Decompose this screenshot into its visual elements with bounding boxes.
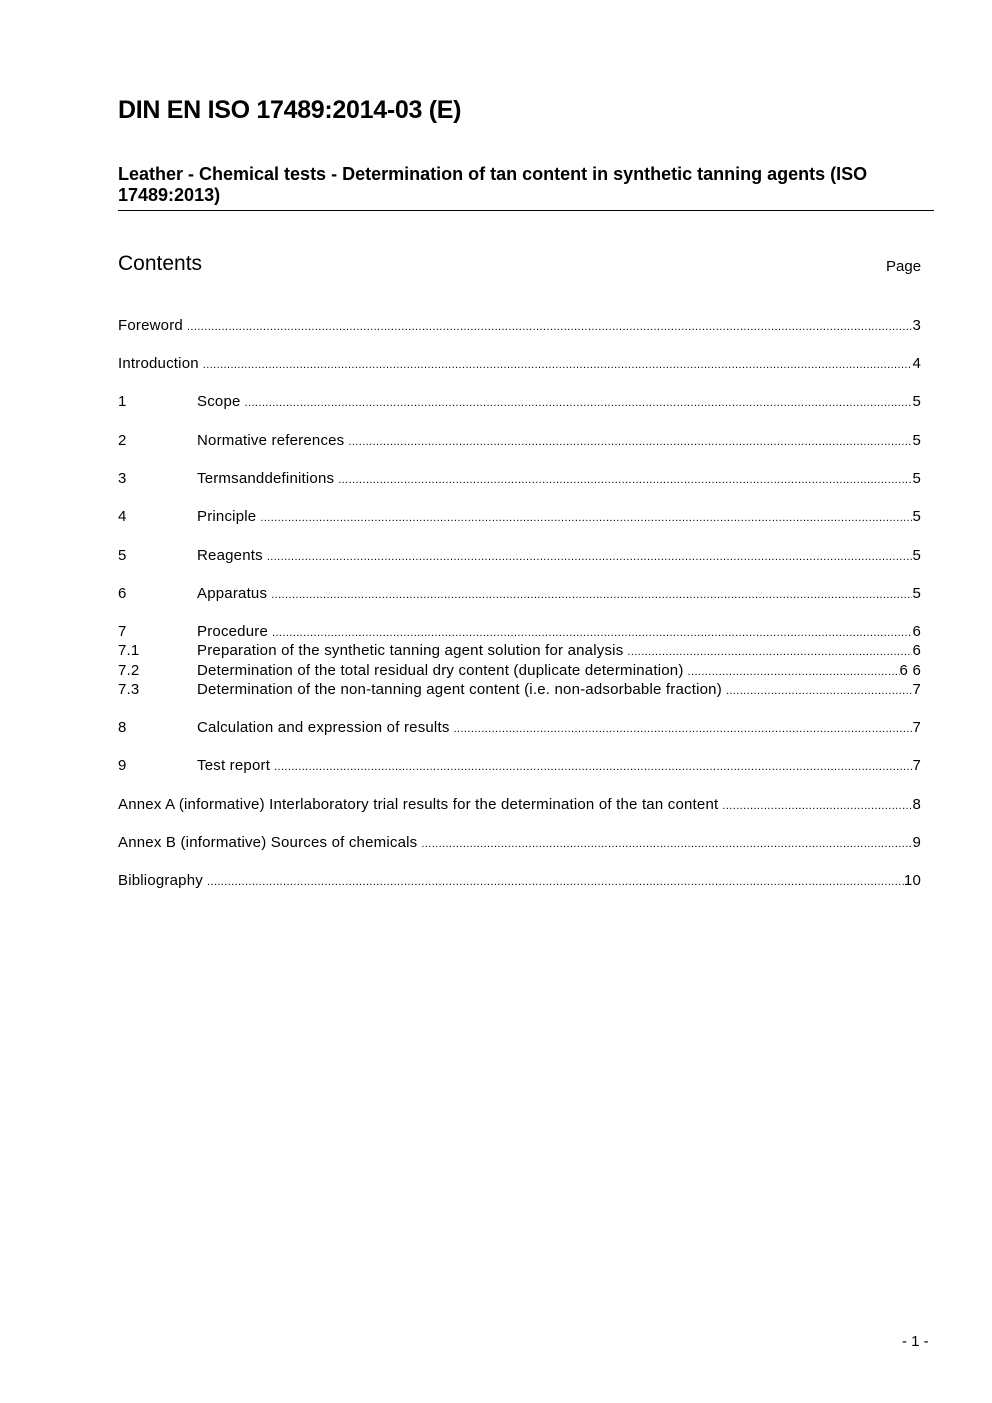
title-divider: [118, 210, 934, 211]
toc-entry-title: Calculation and expression of results: [197, 719, 450, 736]
toc-entry-number: 9: [118, 757, 127, 774]
toc-dot-leader: [454, 720, 913, 737]
toc-entry-procedure[interactable]: [118, 622, 921, 641]
toc-dot-leader: [207, 873, 904, 890]
toc-entry-page: 7: [912, 719, 921, 736]
toc-dot-leader: [421, 835, 912, 852]
toc-entry-number: 6: [118, 585, 127, 602]
toc-entry-page: 5: [912, 508, 921, 525]
toc-entry-terms-and-definitions[interactable]: [118, 469, 921, 488]
toc-entry-title: Annex A (informative) Interlaboratory trial results for the determination of the tan content: [118, 796, 719, 813]
toc-entry-title: Principle: [197, 508, 257, 525]
toc-dot-leader: [348, 433, 912, 450]
toc-entry-preparation[interactable]: [118, 641, 921, 660]
toc-dot-leader: [726, 682, 913, 699]
toc-entry-reagents[interactable]: [118, 546, 921, 565]
toc-dot-leader: [274, 758, 912, 775]
toc-entry-page: 9: [912, 834, 921, 851]
toc-entry-page: 8: [912, 796, 921, 813]
toc-entry-title: Introduction: [118, 355, 199, 372]
toc-entry-normative-references[interactable]: [118, 431, 921, 450]
toc-entry-apparatus[interactable]: [118, 584, 921, 603]
toc-entry-test-report[interactable]: [118, 756, 921, 775]
toc-entry-page: 3: [912, 317, 921, 334]
contents-heading: Contents: [118, 252, 203, 275]
toc-entry-non-tanning-agent-content[interactable]: [118, 680, 921, 699]
toc-dot-leader: [245, 394, 913, 411]
toc-entry-page: 5: [912, 585, 921, 602]
toc-dot-leader: [722, 797, 912, 814]
toc-dot-leader: [627, 643, 912, 660]
toc-entry-number: 3: [118, 470, 127, 487]
toc-entry-annex-b[interactable]: [118, 833, 921, 852]
toc-dot-leader: [271, 586, 912, 603]
toc-entry-title: Termsanddefinitions: [197, 470, 335, 487]
toc-dot-leader: [267, 548, 913, 565]
toc-entry-number: 7.1: [118, 642, 140, 659]
toc-entry-title: Bibliography: [118, 872, 203, 889]
toc-entry-title: Preparation of the synthetic tanning agent solution for analysis: [197, 642, 624, 659]
toc-entry-page: 5: [912, 547, 921, 564]
toc-dot-leader: [272, 624, 912, 641]
toc-entry-number: 7.3: [118, 681, 140, 698]
toc-entry-calculation[interactable]: [118, 718, 921, 737]
toc-entry-foreword[interactable]: [118, 316, 921, 335]
toc-entry-title: Procedure: [197, 623, 269, 640]
toc-dot-leader: [260, 509, 912, 526]
toc-entry-annex-a[interactable]: [118, 795, 921, 814]
document-title: Leather - Chemical tests - Determination of tan content in synthetic tanning agents (ISO 17489:2013): [118, 164, 868, 205]
toc-entry-page: 7: [912, 757, 921, 774]
toc-entry-title: Foreword: [118, 317, 183, 334]
toc-entry-number: 2: [118, 432, 127, 449]
toc-entry-number: 5: [118, 547, 127, 564]
toc-dot-leader: [338, 471, 912, 488]
toc-dot-leader: [187, 318, 912, 335]
toc-entry-bibliography[interactable]: [118, 871, 921, 890]
toc-entry-title: Normative references: [197, 432, 345, 449]
toc-entry-title: Scope: [197, 393, 241, 410]
toc-entry-number: 8: [118, 719, 127, 736]
toc-entry-title: Apparatus: [197, 585, 268, 602]
toc-entry-page: 6: [912, 623, 921, 640]
toc-entry-page: 10: [903, 872, 921, 889]
toc-entry-principle[interactable]: [118, 507, 921, 526]
toc-entry-title: Test report: [197, 757, 271, 774]
page-column-heading: Page: [886, 258, 922, 275]
toc-entry-title: Determination of the total residual dry content (duplicate determination): [197, 662, 684, 679]
toc-entry-number: 1: [118, 393, 127, 410]
toc-entry-page: 6 6: [899, 662, 921, 679]
toc-entry-page: 7: [912, 681, 921, 698]
toc-entry-number: 7: [118, 623, 127, 640]
toc-entry-scope[interactable]: [118, 392, 921, 411]
toc-entry-page: 5: [912, 432, 921, 449]
toc-entry-title: Determination of the non-tanning agent content (i.e. non-adsorbable fraction): [197, 681, 722, 698]
toc-entry-page: 6: [912, 642, 921, 659]
toc-dot-leader: [688, 663, 900, 680]
toc-dot-leader: [203, 356, 913, 373]
toc-entry-title: Annex B (informative) Sources of chemicals: [118, 834, 418, 851]
toc-entry-page: 5: [912, 470, 921, 487]
toc-entry-introduction[interactable]: [118, 354, 921, 373]
toc-entry-number: 7.2: [118, 662, 140, 679]
document-identifier: DIN EN ISO 17489:2014-03 (E): [118, 96, 462, 124]
toc-entry-number: 4: [118, 508, 127, 525]
footer-page-number: - 1 -: [902, 1333, 929, 1350]
toc-entry-total-residual-dry-content[interactable]: [118, 661, 921, 680]
toc-entry-page: 4: [912, 355, 921, 372]
toc-entry-title: Reagents: [197, 547, 263, 564]
toc-entry-page: 5: [912, 393, 921, 410]
